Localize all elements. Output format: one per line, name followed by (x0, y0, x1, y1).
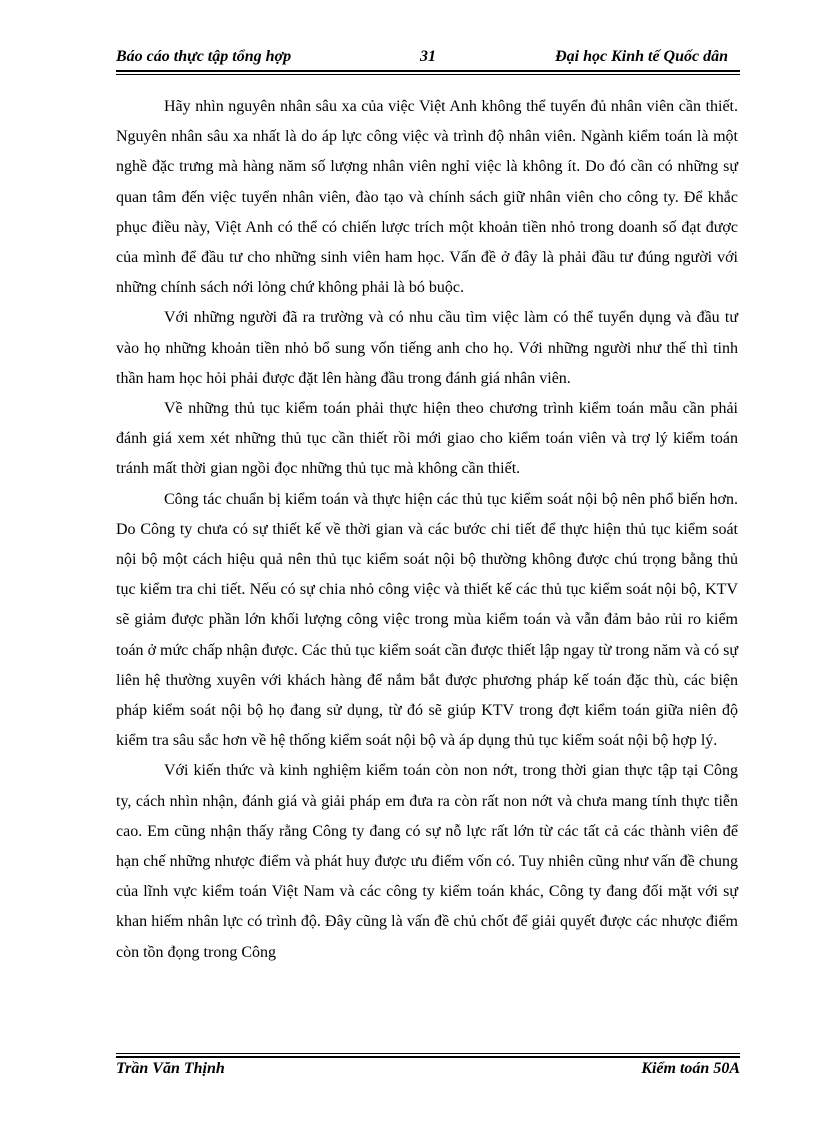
page-number: 31 (420, 48, 436, 65)
body-paragraph: Hãy nhìn nguyên nhân sâu xa của việc Việt Anh không thể tuyển đủ nhân viên cần thiết. Nguyên nhân sâu xa nhất là do áp lực công việc và trình độ nhân viên. Ngành kiểm toán là một nghề đặc trưng mà hàng năm số lượng nhân viên nghỉ việc là không ít. Do đó cần có những sự quan tâm đến việc tuyển nhân viên, đào tạo và chính sách giữ nhân viên cho công ty. Để khắc phục điều này, Việt Anh có thể có chiến lược trích một khoản tiền nhỏ trong doanh số đạt được của mình để đầu tư cho những sinh viên ham học. Vấn đề ở đây là phải đầu tư đúng người với những chính sách nới lỏng chứ không phải là bó buộc. (116, 98, 738, 297)
body-paragraph: Về những thủ tục kiểm toán phải thực hiện theo chương trình kiểm toán mẫu cần phải đánh giá xem xét những thủ tục cần thiết rồi mới giao cho kiểm toán viên và trợ lý kiểm toán tránh mất thời gian ngồi đọc những thủ tục mà không cần thiết. (116, 400, 738, 478)
page-body (116, 92, 738, 968)
page-header (116, 46, 740, 70)
header-report-title: Báo cáo thực tập tổng hợp (116, 48, 292, 65)
footer-class: Kiểm toán 50A (641, 1060, 740, 1077)
header-rule-thick (116, 70, 740, 72)
footer-author: Trần Văn Thịnh (116, 1060, 225, 1077)
page-footer (116, 1058, 740, 1082)
body-paragraph: Với những người đã ra trường và có nhu cầu tìm việc làm có thể tuyển dụng và đầu tư vào họ những khoản tiền nhỏ bổ sung vốn tiếng anh cho họ. Với những người như thế thì tinh thần ham học hỏi phải được đặt lên hàng đầu trong đánh giá nhân viên. (116, 309, 738, 387)
header-university: Đại học Kinh tế Quốc dân (555, 48, 728, 65)
body-paragraph: Với kiến thức và kinh nghiệm kiểm toán còn non nớt, trong thời gian thực tập tại Công ty, cách nhìn nhận, đánh giá và giải pháp em đưa ra còn rất non nớt và chưa mang tính thực tiễn cao. Em cũng nhận thấy rằng Công ty đang có sự nỗ lực rất lớn từ các tất cả các thành viên để hạn chế những nhược điểm và phát huy được ưu điểm vốn có. Tuy nhiên cũng như vấn đề chung của lĩnh vực kiểm toán Việt Nam và các công ty kiểm toán khác, Công ty đang đối mặt với sự khan hiếm nhân lực có trình độ. Đây cũng là vấn đề chủ chốt để giải quyết được các nhược điểm còn tồn đọng trong Công (116, 762, 738, 961)
header-rule-thin (116, 74, 740, 75)
footer-rule-thin (116, 1053, 740, 1054)
body-paragraph: Công tác chuẩn bị kiểm toán và thực hiện các thủ tục kiểm soát nội bộ nên phổ biến hơn. Do Công ty chưa có sự thiết kế về thời gian và các bước chi tiết để thực hiện thủ tục kiểm soát nội bộ một cách hiệu quả nên thủ tục kiểm soát nội bộ thường không được chú trọng bằng thủ tục kiểm tra chi tiết. Nếu có sự chia nhỏ công việc và thiết kế các thủ tục kiểm soát nội bộ, KTV sẽ giảm được phần lớn khối lượng công việc trong mùa kiểm toán và vẫn đảm bảo rủi ro kiểm toán ở mức chấp nhận được. Các thủ tục kiểm soát cần được thiết lập ngay từ trong năm và có sự liên hệ thường xuyên với khách hàng để nắm bắt được phương pháp kế toán đặc thù, các biện pháp kiểm soát nội bộ họ đang sử dụng, từ đó sẽ giúp KTV trong đợt kiểm toán giữa niên độ kiểm tra sâu sắc hơn về hệ thống kiểm soát nội bộ và áp dụng thủ tục kiểm soát nội bộ hợp lý. (116, 490, 738, 750)
